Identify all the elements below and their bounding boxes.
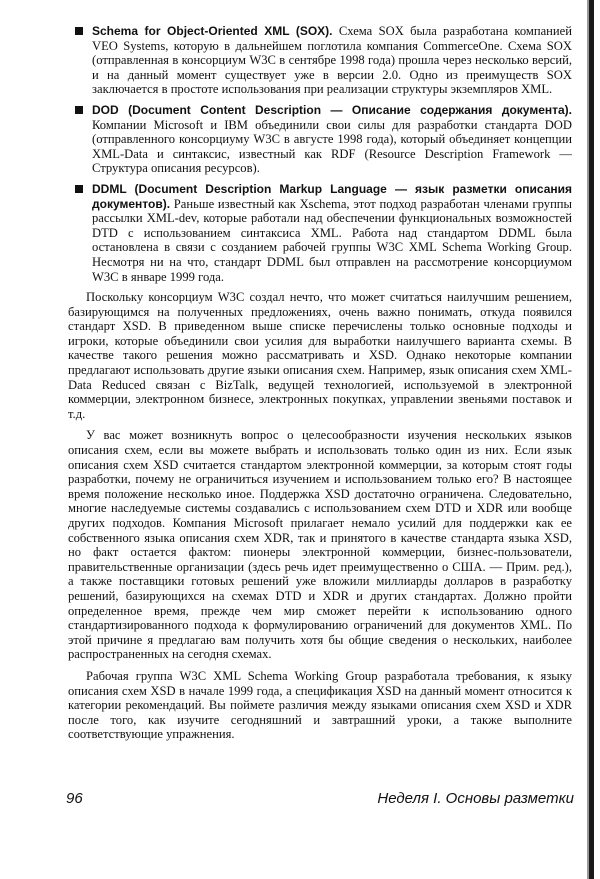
bullet-square-icon bbox=[75, 27, 83, 35]
list-item bbox=[68, 103, 572, 176]
running-footer-title: Неделя I. Основы разметки bbox=[377, 790, 574, 807]
bullet-square-icon bbox=[75, 106, 83, 114]
list-item-text: Раньше известный как Xschema, этот подход разработан членами группы рассылки XML-dev, которые работали над обеспечении функциональных возможностей DTD с использованием синтаксиса XML. Работа над стандартом DDML была остановлена в связи с созданием рабочей группы W3C XML Schema Working Group. Несмотря ни на что, стандарт DDML был отправлен на рассмотрение консорциумом W3C в январе 1999 года. bbox=[92, 196, 573, 284]
list-item-term: Schema for Object-Oriented XML (SOX). bbox=[92, 24, 333, 38]
list-item-text: Компании Microsoft и IBM объединили свои силы для разработки стандарта DOD (отправленного консорциуму W3C в августе 1998 года), который объединяет концепции XML-Data и синтаксис, известный как RDF (Resource Description Framework — Структура описания ресурсов). bbox=[92, 117, 572, 176]
list-item-text: Схема SOX была разработана компанией VEO Systems, которую в дальнейшем поглотила компания CommerceOne. Схема SOX (отправленная в консорциум W3C в сентябре 1998 года) прошла через несколько версий, и на данный момент существует уже в версии 2.0. Одно из преимуществ SOX заключается в простоте использования при реализации структуры экземпляров XML. bbox=[92, 24, 572, 97]
paragraph: Рабочая группа W3C XML Schema Working Group разработала требования, к языку описания схем XSD в начале 1999 года, а спецификация XSD на данный момент относится к категории рекомендаций. Вы поймете различия между языками описания схем XSD и XDR после того, как изучите сегодняшний и завтрашний уроки, а также выполните соответствующие упражнения. bbox=[68, 668, 572, 742]
list-item-term: DOD (Document Content Description — Описание содержания документа). bbox=[92, 102, 572, 117]
page-edge-border bbox=[589, 0, 594, 879]
list-item bbox=[68, 182, 572, 284]
list-item bbox=[68, 24, 572, 97]
schema-list bbox=[68, 24, 572, 284]
paragraph: У вас может возникнуть вопрос о целесообразности изучения нескольких языков описания схем, если вы можете выбрать и использовать только один из них. Если язык описания схем XSD считается стандартом электронной коммерции, за которым стоят годы разработки, почему не ограничиться изучением и использованием только его? В настоящее время положение несколько иное. Поддержка XSD достаточно ограничена. Следовательно, многие наследуемые системы создавались с использованием схем DTD и XDR или вообще других подходов. Компания Microsoft прилагает немало усилий для поддержки как ее собственного языка описания схем XDR, так и принятого в качестве стандарта языка XSD, но факт остается фактом: пионеры электронной коммерции, бизнес-пользователи, правительственные организации (здесь речь идет преимущественно о США. — Прим. ред.), а также поставщики готовых решений уже вложили миллиарды долларов в разработку решений, базирующихся на схемах DTD и XDR и других стандартах. Должно пройти определенное время, прежде чем мир сможет перейти к использованию одного стандартизированного подхода к формулированию ограничений для документов XML. По этой причине я предлагаю вам получить хотя бы общие сведения о нескольких, наиболее распространенных на сегодня схемах. bbox=[68, 428, 572, 662]
page-number: 96 bbox=[66, 790, 83, 807]
bullet-square-icon bbox=[75, 185, 83, 193]
page-body bbox=[68, 24, 572, 749]
list-item-term: DDML (Document Description Markup Language — язык разметки описания документов). bbox=[92, 181, 572, 211]
paragraph: Поскольку консорциум W3C создал нечто, что может считаться наилучшим решением, базирующимся на полученных предложениях, очень важно понимать, откуда появился стандарт XSD. В приведенном выше списке перечислены только основные подходы и игроки, которые объединили свои усилия для выработки наилучшего варианта схемы. В качестве такого решения можно рассматривать и XSD. Однако некоторые компании предлагают использовать другие языки описания схем. Например, язык описания схем XML-Data Reduced связан с BizTalk, ведущей технологией, используемой в электронной коммерции, электронном бизнесе, электронных покупках, управлении звеньями поставок и т.д. bbox=[68, 290, 572, 421]
